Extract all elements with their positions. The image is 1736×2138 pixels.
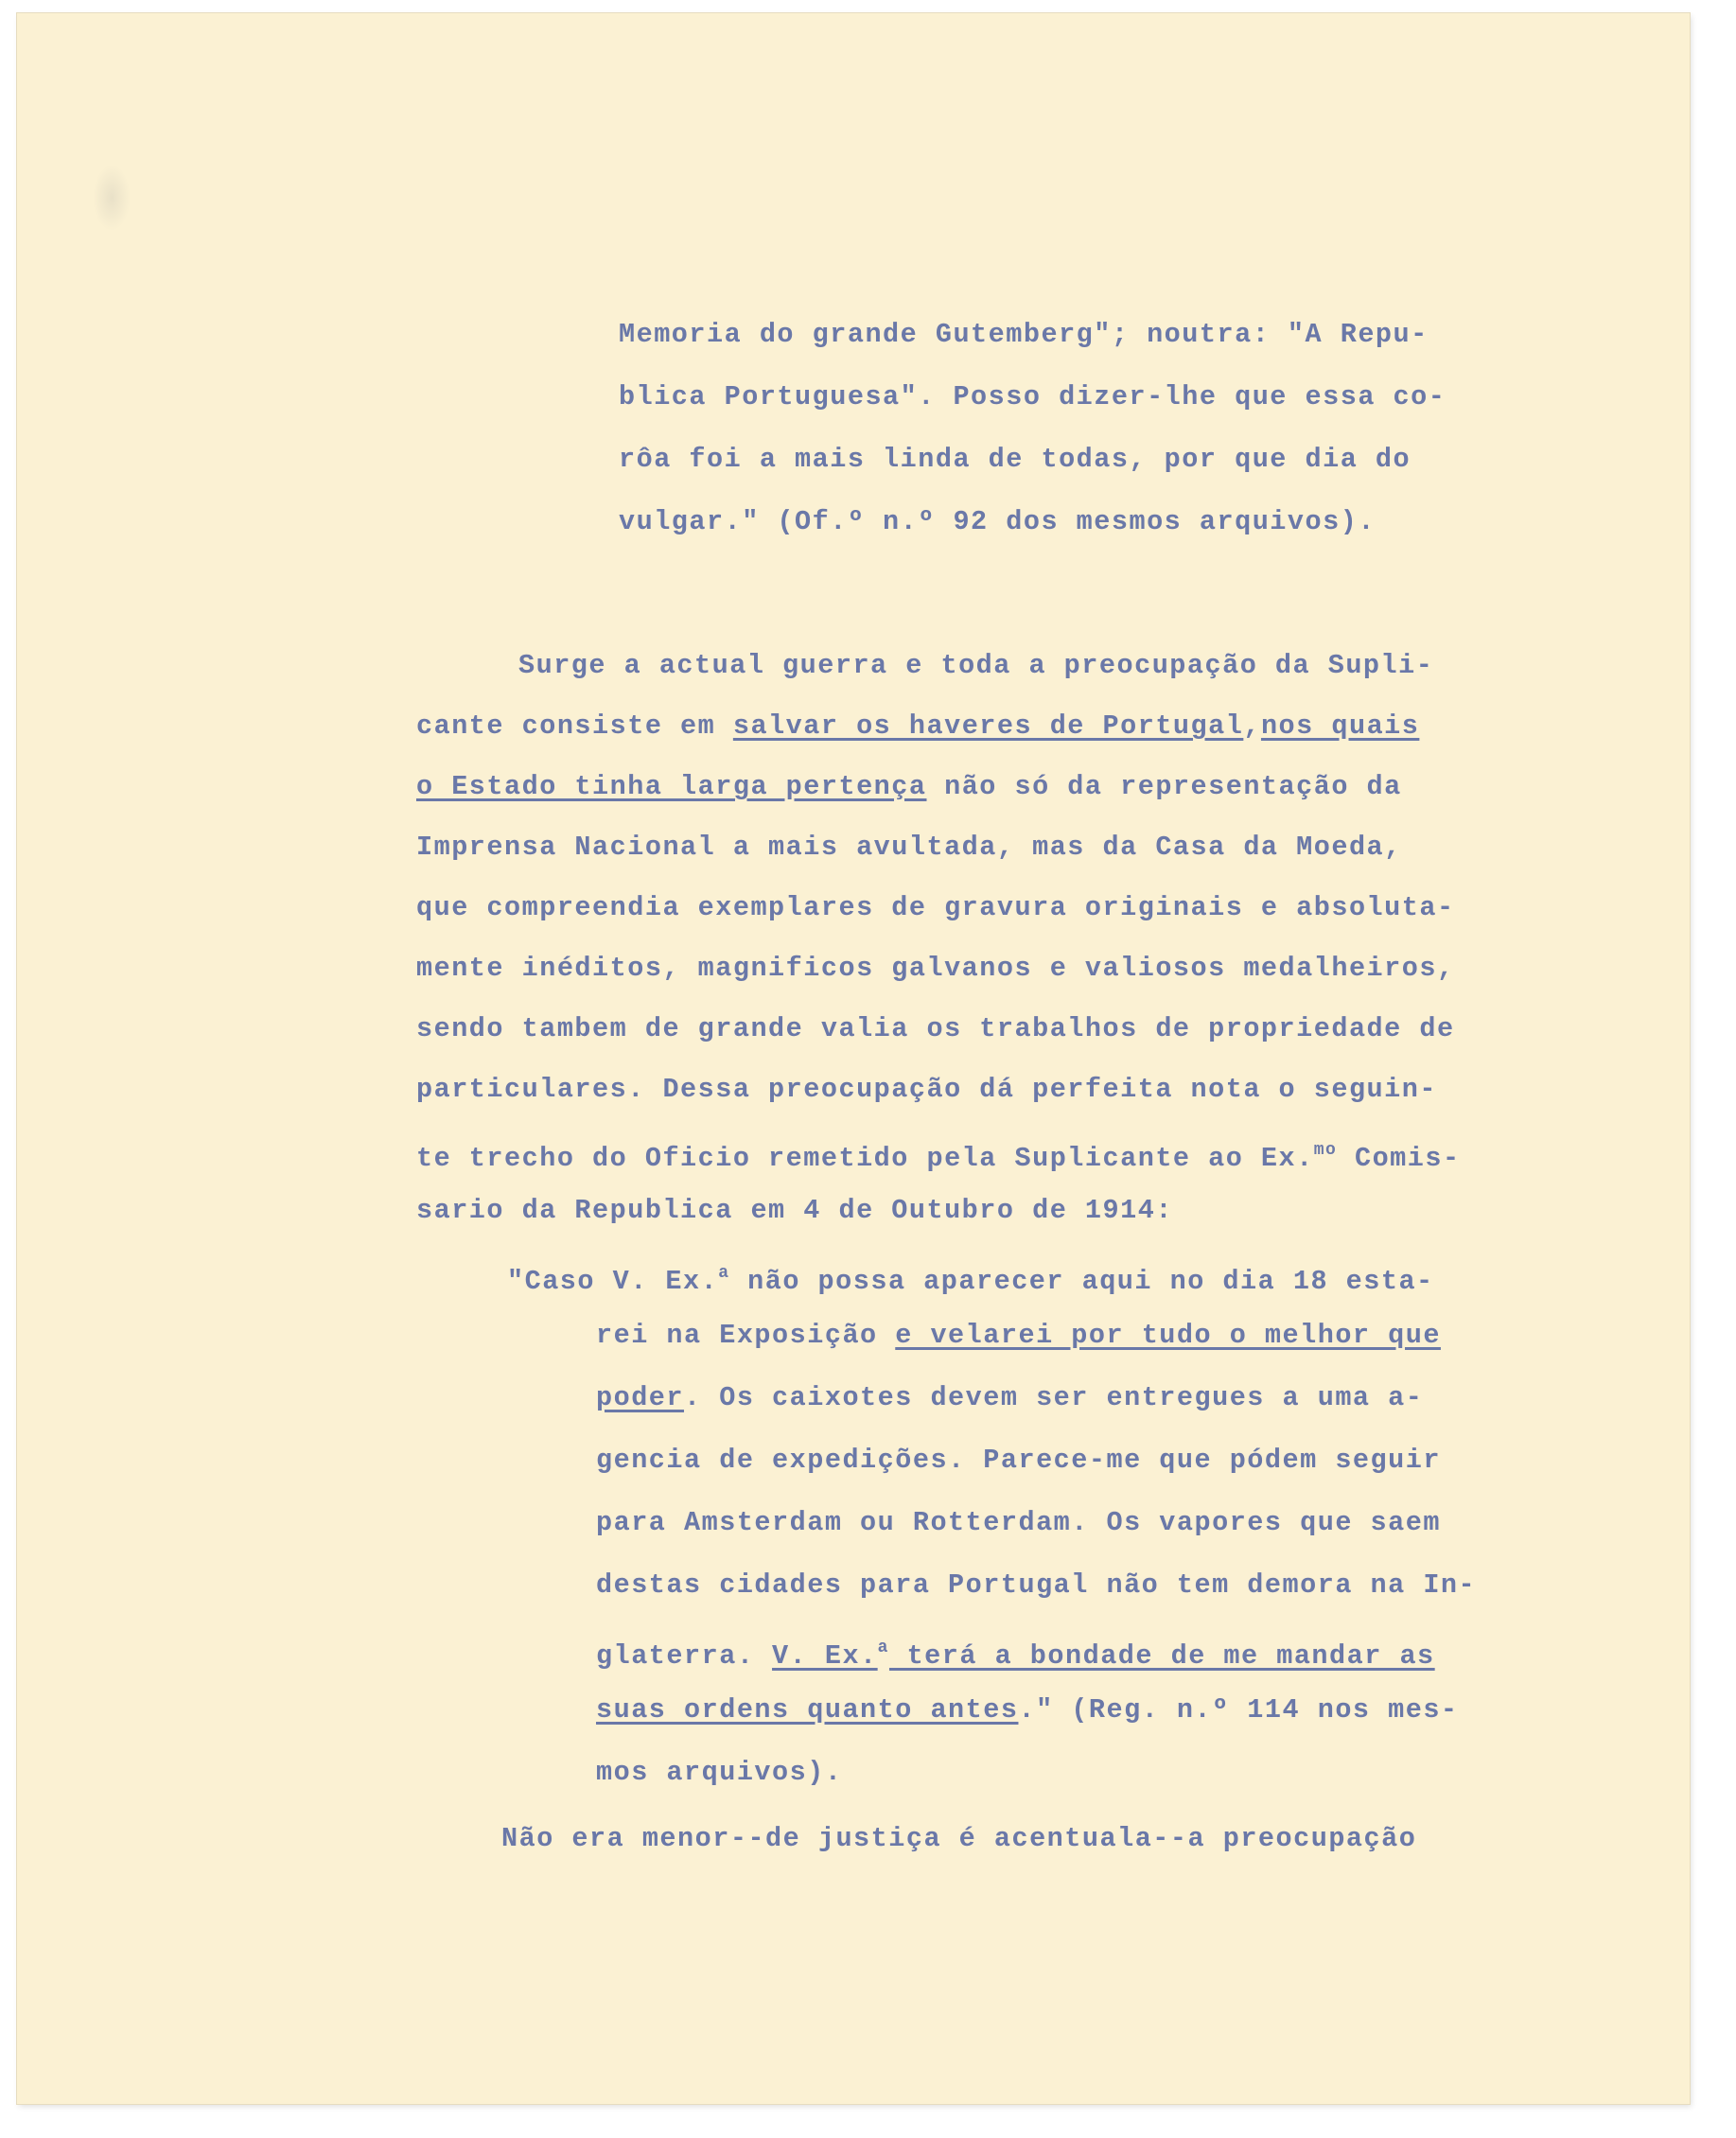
paper-sheet (17, 13, 1690, 2104)
text-run: não só da representação da (926, 771, 1402, 802)
text-line: destas cidades para Portugal não tem demora na In- (596, 1569, 1477, 1601)
text-run: "Caso V. Ex. (507, 1266, 719, 1297)
underlined-run: poder (596, 1382, 685, 1413)
text-run: , (1243, 710, 1261, 742)
text-run: cante consiste em (416, 710, 733, 742)
text-run: ." (Reg. n.º 114 nos mes- (1018, 1694, 1459, 1726)
text-run: rei na Exposição (596, 1320, 896, 1351)
underlined-run: salvar os haveres de Portugal (732, 710, 1244, 742)
underlined-run: terá a bondade de me mandar as (888, 1640, 1435, 1672)
text-line (596, 1379, 1423, 1417)
superscript: a (718, 1264, 730, 1283)
underlined-run: suas ordens quanto antes (596, 1694, 1019, 1726)
text-line: mente inéditos, magnificos galvanos e valiosos medalheiros, (416, 953, 1455, 984)
text-run: te trecho do Oficio remetido pela Suplicante ao Ex. (416, 1143, 1314, 1174)
text-run: glaterra. (596, 1640, 773, 1672)
text-line: gencia de expedições. Parece-me que pódem seguir (596, 1445, 1441, 1476)
underlined-run: e velarei por tudo o melhor que (895, 1320, 1441, 1351)
text-line: sario da Republica em 4 de Outubro de 1914: (416, 1195, 1173, 1226)
text-line: que compreendia exemplares de gravura originais e absoluta- (416, 892, 1455, 923)
underlined-run: nos quais (1260, 710, 1420, 742)
text-line (416, 708, 1419, 745)
text-line: mos arquivos). (596, 1757, 843, 1788)
text-line: Memoria do grande Gutemberg"; noutra: "A Repu- (619, 319, 1429, 350)
document-body (17, 13, 1477, 1854)
text-line: rôa foi a mais linda de todas, por que dia do (619, 444, 1412, 475)
text-line: Imprensa Nacional a mais avultada, mas da Casa da Moeda, (416, 832, 1402, 863)
text-run: Comis- (1337, 1143, 1461, 1174)
smudge-mark (93, 165, 131, 231)
text-line (596, 1691, 1459, 1729)
text-line: particulares. Dessa preocupação dá perfeita nota o seguin- (416, 1074, 1437, 1105)
text-line (507, 1254, 1434, 1297)
text-line (596, 1317, 1441, 1355)
superscript: mo (1313, 1141, 1338, 1160)
superscript: a (877, 1639, 889, 1657)
text-line (416, 1131, 1461, 1174)
text-line (596, 1629, 1435, 1672)
text-line: Surge a actual guerra e toda a preocupação da Supli- (518, 650, 1434, 681)
text-line (416, 768, 1402, 806)
text-line: para Amsterdam ou Rotterdam. Os vapores que saem (596, 1507, 1441, 1538)
text-run: . Os caixotes devem ser entregues a uma a- (684, 1382, 1424, 1413)
text-line: blica Portuguesa". Posso dizer-lhe que essa co- (619, 381, 1447, 412)
underlined-run: V. Ex. (772, 1640, 878, 1672)
underlined-run: o Estado tinha larga pertença (416, 771, 927, 802)
text-line: sendo tambem de grande valia os trabalhos de propriedade de (416, 1013, 1455, 1044)
text-line: vulgar." (Of.º n.º 92 dos mesmos arquivos). (619, 506, 1376, 537)
text-run: não possa aparecer aqui no dia 18 esta- (729, 1266, 1434, 1297)
text-line: Não era menor--de justiça é acentuala--a preocupação (501, 1823, 1417, 1854)
